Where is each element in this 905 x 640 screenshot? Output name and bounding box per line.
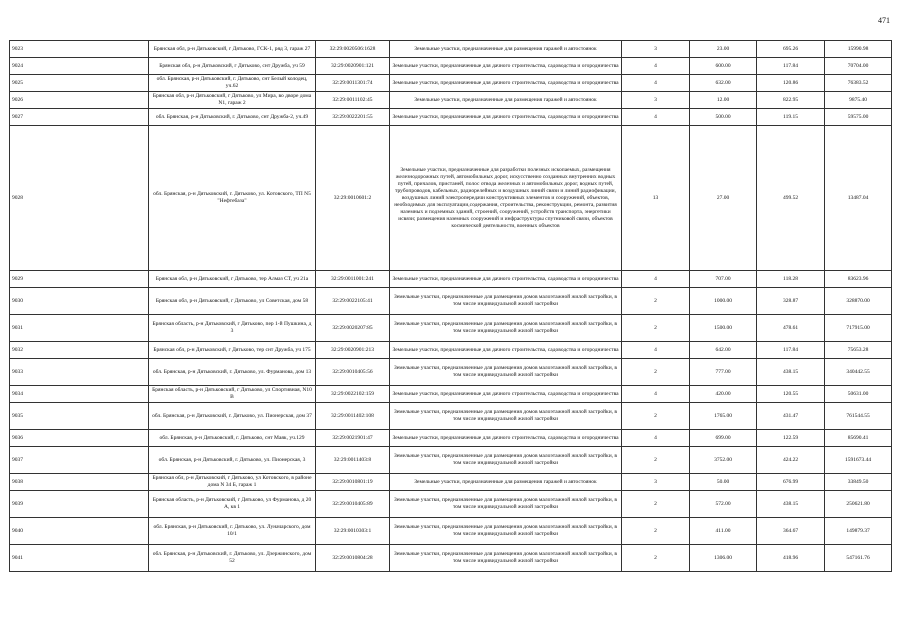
land-use-cell: Земельные участки, предназначенные для дачного строительства, садоводства и огородничества	[390, 386, 622, 403]
cadastral-value-cell: 70704.00	[825, 58, 892, 75]
specific-value-cell: 424.22	[757, 447, 825, 474]
cadastral-value-cell: 85690.41	[825, 430, 892, 447]
land-use-cell: Земельные участки, предназначенные для дачного строительства, садоводства и огородничества	[390, 75, 622, 92]
record-id-cell: 9031	[10, 315, 149, 342]
table-row	[10, 271, 892, 288]
table-row	[10, 315, 892, 342]
table-row	[10, 126, 892, 271]
record-id-cell: 9023	[10, 41, 149, 58]
address-cell: обл. Брянская, р-н Дятьковский, г. Дятьково, ул. Луначарского, дом 10/1	[149, 518, 316, 545]
record-id-cell: 9034	[10, 386, 149, 403]
land-use-cell: Земельные участки, предназначенные для размещения домов малоэтажной жилой застройки, в том числе индивидуальной жилой застройки	[390, 491, 622, 518]
cadastral-number-cell: 32:29:0010801:19	[316, 474, 390, 491]
address-cell: Брянская обл, р-н Дятьковский, г Дятьково, ГСК-1, ряд 3, гараж 27	[149, 41, 316, 58]
cadastral-value-cell: 50631.00	[825, 386, 892, 403]
area-cell: 12.00	[690, 92, 757, 109]
record-id-cell: 9029	[10, 271, 149, 288]
table-row	[10, 41, 892, 58]
land-use-cell: Земельные участки, предназначенные для дачного строительства, садоводства и огородничества	[390, 342, 622, 359]
area-cell: 642.00	[690, 342, 757, 359]
cadastral-value-cell: 83623.96	[825, 271, 892, 288]
land-use-cell: Земельные участки, предназначенные для размещения гаражей и автостоянок	[390, 92, 622, 109]
record-id-cell: 9027	[10, 109, 149, 126]
cadastral-number-cell: 32:29:0011301:74	[316, 75, 390, 92]
specific-value-cell: 117.84	[757, 342, 825, 359]
specific-value-cell: 328.87	[757, 288, 825, 315]
page-number: 471	[878, 16, 890, 25]
table-row	[10, 545, 892, 572]
table-row	[10, 447, 892, 474]
table-row	[10, 518, 892, 545]
specific-value-cell: 418.96	[757, 545, 825, 572]
record-id-cell: 9024	[10, 58, 149, 75]
specific-value-cell: 431.47	[757, 403, 825, 430]
use-group-cell: 4	[622, 430, 690, 447]
use-group-cell: 2	[622, 545, 690, 572]
area-cell: 1000.00	[690, 288, 757, 315]
specific-value-cell: 117.84	[757, 58, 825, 75]
record-id-cell: 9041	[10, 545, 149, 572]
use-group-cell: 3	[622, 474, 690, 491]
area-cell: 411.00	[690, 518, 757, 545]
area-cell: 707.00	[690, 271, 757, 288]
address-cell: Брянская область, р-н Дятьковский, г Дятьково, пер 1-й Пушкина, д 3	[149, 315, 316, 342]
cadastral-number-cell: 32:29:0020207:85	[316, 315, 390, 342]
table-row	[10, 359, 892, 386]
record-id-cell: 9036	[10, 430, 149, 447]
cadastral-number-cell: 32:29:0020901:121	[316, 58, 390, 75]
area-cell: 699.00	[690, 430, 757, 447]
area-cell: 1500.00	[690, 315, 757, 342]
cadastral-value-cell: 149879.37	[825, 518, 892, 545]
specific-value-cell: 478.61	[757, 315, 825, 342]
cadastral-value-cell: 33849.50	[825, 474, 892, 491]
record-id-cell: 9040	[10, 518, 149, 545]
record-id-cell: 9035	[10, 403, 149, 430]
specific-value-cell: 438.15	[757, 359, 825, 386]
address-cell: обл. Брянская, р-н Дятьковский, г. Дятьково, снт Маяк, уч.129	[149, 430, 316, 447]
specific-value-cell: 695.26	[757, 41, 825, 58]
cadastral-value-cell: 1591673.44	[825, 447, 892, 474]
record-id-cell: 9028	[10, 126, 149, 271]
address-cell: Брянская область, р-н Дятьковский, г Дятьково, ул Спортивная, N10 В	[149, 386, 316, 403]
record-id-cell: 9030	[10, 288, 149, 315]
table-row	[10, 491, 892, 518]
land-use-cell: Земельные участки, предназначенные для размещения домов малоэтажной жилой застройки, в том числе индивидуальной жилой застройки	[390, 545, 622, 572]
record-id-cell: 9033	[10, 359, 149, 386]
use-group-cell: 4	[622, 386, 690, 403]
address-cell: Брянская обл, р-н Дятьковский, г Дятьково, тер снт Дружба, уч 175	[149, 342, 316, 359]
address-cell: Брянская обл, р-н Дятьковский, г Дятьково, ул Мира, во дворе дома N1, гараж 2	[149, 92, 316, 109]
cadastral-value-cell: 328870.00	[825, 288, 892, 315]
address-cell: обл. Брянская, р-н Дятьковский, г. Дятьково, ул. Котовского, ТП N5 "Нефтебаза"	[149, 126, 316, 271]
land-use-cell: Земельные участки, предназначенные для разработки полезных ископаемых, размещения железнодорожных путей, автомобильных дорог, искусственно созданных внутренних водных путей, причалов, пристаней, полос отвода железных и автомобильных дорог, водных путей, трубопроводов, кабельных, радиорелейных и воздушных линий связи и линий радиофикации, воздушных линий электропередачи конструктивных элементов и сооружений, объектов, необходимых для эксплуатации,содержания, строительства, реконструкции, ремонта, развития наземных и подземных зданий, строений, сооружений, устройств транспорта, энергетики исвязи; размещения наземных сооружений и инфраструктуры спутниковой связи, объектов космической деятельности, военных объектов	[390, 126, 622, 271]
area-cell: 1765.00	[690, 403, 757, 430]
specific-value-cell: 119.15	[757, 109, 825, 126]
address-cell: обл. Брянская, р-н Дятьковский, г. Дятьково, снт Дружба-2, уч.49	[149, 109, 316, 126]
area-cell: 50.00	[690, 474, 757, 491]
cadastral-number-cell: 32:29:0021901:47	[316, 430, 390, 447]
land-use-cell: Земельные участки, предназначенные для размещения домов малоэтажной жилой застройки, в том числе индивидуальной жилой застройки	[390, 518, 622, 545]
use-group-cell: 2	[622, 315, 690, 342]
cadastral-number-cell: 32:29:0020506:1628	[316, 41, 390, 58]
cadastral-number-cell: 32:29:0010804:28	[316, 545, 390, 572]
use-group-cell: 4	[622, 58, 690, 75]
cadastral-value-cell: 9875.40	[825, 92, 892, 109]
use-group-cell: 2	[622, 447, 690, 474]
land-use-cell: Земельные участки, предназначенные для дачного строительства, садоводства и огородничества	[390, 430, 622, 447]
land-use-cell: Земельные участки, предназначенные для дачного строительства, садоводства и огородничества	[390, 58, 622, 75]
use-group-cell: 2	[622, 359, 690, 386]
specific-value-cell: 120.55	[757, 386, 825, 403]
cadastral-value-cell: 340442.55	[825, 359, 892, 386]
address-cell: Брянская обл, р-н Дятьковский, г Дятьково, ул Советская, дом 58	[149, 288, 316, 315]
area-cell: 27.00	[690, 126, 757, 271]
cadastral-number-cell: 32:29:0022102:159	[316, 386, 390, 403]
area-cell: 3752.00	[690, 447, 757, 474]
record-id-cell: 9025	[10, 75, 149, 92]
area-cell: 777.00	[690, 359, 757, 386]
use-group-cell: 2	[622, 403, 690, 430]
cadastral-number-cell: 32:29:0010303:1	[316, 518, 390, 545]
record-id-cell: 9026	[10, 92, 149, 109]
use-group-cell: 2	[622, 491, 690, 518]
area-cell: 500.00	[690, 109, 757, 126]
land-registry-table	[9, 40, 892, 572]
cadastral-value-cell: 250621.80	[825, 491, 892, 518]
record-id-cell: 9038	[10, 474, 149, 491]
address-cell: Брянская область, р-н Дятьковский, г Дятьково, ул Фурманова, д 20 А, кв 1	[149, 491, 316, 518]
table-row	[10, 58, 892, 75]
use-group-cell: 2	[622, 518, 690, 545]
specific-value-cell: 822.95	[757, 92, 825, 109]
table-body	[10, 41, 892, 572]
cadastral-number-cell: 32:29:0011402:108	[316, 403, 390, 430]
table-row	[10, 430, 892, 447]
cadastral-value-cell: 76383.52	[825, 75, 892, 92]
table-row	[10, 386, 892, 403]
table-row	[10, 92, 892, 109]
area-cell: 632.00	[690, 75, 757, 92]
land-use-cell: Земельные участки, предназначенные для размещения гаражей и автостоянок	[390, 41, 622, 58]
specific-value-cell: 122.59	[757, 430, 825, 447]
table-row	[10, 109, 892, 126]
land-use-cell: Земельные участки, предназначенные для дачного строительства, садоводства и огородничества	[390, 109, 622, 126]
cadastral-value-cell: 761544.55	[825, 403, 892, 430]
cadastral-value-cell: 13487.04	[825, 126, 892, 271]
area-cell: 23.00	[690, 41, 757, 58]
address-cell: Брянская обл, р-н Дятьковский, г Дятьково, тер Алмаз СТ, уч 21а	[149, 271, 316, 288]
address-cell: обл. Брянская, р-н Дятьковский, г. Дятьково, ул. Пионерская, 3	[149, 447, 316, 474]
cadastral-value-cell: 547161.76	[825, 545, 892, 572]
use-group-cell: 3	[622, 41, 690, 58]
specific-value-cell: 438.15	[757, 491, 825, 518]
record-id-cell: 9039	[10, 491, 149, 518]
cadastral-number-cell: 32:29:0010405:56	[316, 359, 390, 386]
cadastral-number-cell: 32:29:0022201:55	[316, 109, 390, 126]
table-row	[10, 342, 892, 359]
specific-value-cell: 120.86	[757, 75, 825, 92]
table-row	[10, 288, 892, 315]
use-group-cell: 4	[622, 342, 690, 359]
table-row	[10, 403, 892, 430]
address-cell: обл. Брянская, р-н Дятьковский, г. Дятьково, снт Белый колодец, уч.62	[149, 75, 316, 92]
land-use-cell: Земельные участки, предназначенные для дачного строительства, садоводства и огородничества	[390, 271, 622, 288]
cadastral-number-cell: 32:29:0011403:8	[316, 447, 390, 474]
use-group-cell: 2	[622, 288, 690, 315]
specific-value-cell: 676.99	[757, 474, 825, 491]
area-cell: 600.00	[690, 58, 757, 75]
record-id-cell: 9037	[10, 447, 149, 474]
use-group-cell: 3	[622, 92, 690, 109]
address-cell: Брянская обл, р-н Дятьковский, г Дятьково, ул Котовского, в районе дома N 34 Б, гараж 1	[149, 474, 316, 491]
land-use-cell: Земельные участки, предназначенные для размещения домов малоэтажной жилой застройки, в том числе индивидуальной жилой застройки	[390, 359, 622, 386]
table-row	[10, 75, 892, 92]
cadastral-number-cell: 32:29:0011102:45	[316, 92, 390, 109]
cadastral-number-cell: 32:29:0010405:89	[316, 491, 390, 518]
land-use-cell: Земельные участки, предназначенные для размещения домов малоэтажной жилой застройки, в том числе индивидуальной жилой застройки	[390, 447, 622, 474]
address-cell: обл. Брянская, р-н Дятьковский, г. Дятьково, ул. Фурманова, дом 13	[149, 359, 316, 386]
address-cell: Брянская обл, р-н Дятьковский, г Дятьково, снт Дружба, уч 59	[149, 58, 316, 75]
address-cell: обл. Брянская, р-н Дятьковский, г. Дятьково, ул. Пионерская, дом 37	[149, 403, 316, 430]
land-use-cell: Земельные участки, предназначенные для размещения домов малоэтажной жилой застройки, в том числе индивидуальной жилой застройки	[390, 315, 622, 342]
use-group-cell: 4	[622, 271, 690, 288]
use-group-cell: 4	[622, 109, 690, 126]
area-cell: 1306.00	[690, 545, 757, 572]
cadastral-value-cell: 75653.28	[825, 342, 892, 359]
specific-value-cell: 499.52	[757, 126, 825, 271]
use-group-cell: 4	[622, 75, 690, 92]
cadastral-number-cell: 32:29:0022105:41	[316, 288, 390, 315]
cadastral-value-cell: 717915.00	[825, 315, 892, 342]
table-row	[10, 474, 892, 491]
land-use-cell: Земельные участки, предназначенные для размещения домов малоэтажной жилой застройки, в том числе индивидуальной жилой застройки	[390, 288, 622, 315]
cadastral-number-cell: 32:29:0011001:241	[316, 271, 390, 288]
address-cell: обл. Брянская, р-н Дятьковский, г. Дятьково, ул. Дзержинского, дом 52	[149, 545, 316, 572]
specific-value-cell: 364.67	[757, 518, 825, 545]
record-id-cell: 9032	[10, 342, 149, 359]
area-cell: 572.00	[690, 491, 757, 518]
area-cell: 420.00	[690, 386, 757, 403]
cadastral-value-cell: 59575.00	[825, 109, 892, 126]
cadastral-number-cell: 32:29:0020901:213	[316, 342, 390, 359]
cadastral-number-cell: 32:29:0010601:2	[316, 126, 390, 271]
land-use-cell: Земельные участки, предназначенные для размещения домов малоэтажной жилой застройки, в том числе индивидуальной жилой застройки	[390, 403, 622, 430]
land-use-cell: Земельные участки, предназначенные для размещения гаражей и автостоянок	[390, 474, 622, 491]
use-group-cell: 13	[622, 126, 690, 271]
cadastral-value-cell: 15990.98	[825, 41, 892, 58]
specific-value-cell: 118.28	[757, 271, 825, 288]
